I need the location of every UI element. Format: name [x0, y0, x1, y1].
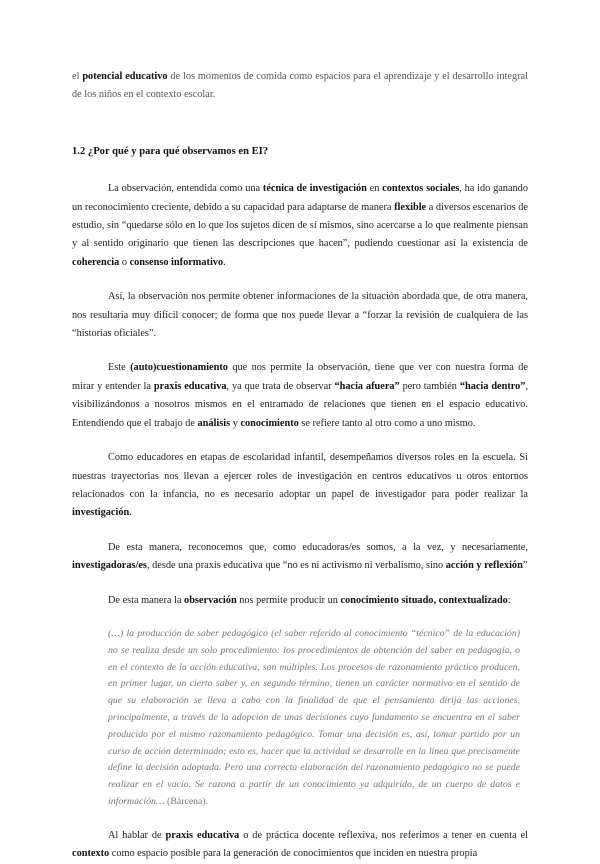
paragraph-official-stories: Así, la observación nos permite obtener informaciones de la situación abordada que, de otra manera, nos resultaría muy difícil conocer; de forma que nos puede llevar a “forzar la revisión de cualquiera de las “historias oficiales”. — [72, 291, 528, 340]
page-content — [72, 68, 528, 864]
paragraph-self-questioning: Este (auto)cuestionamiento que nos permite la observación, tiene que ver con nuestra forma de mirar y entender la praxis educativa, ya que trata de observar “hacia afuera” pero también “hacia dentro”, visibilizándonos a nosotros mismos en el entramado de relaciones que tienen en el espacio educativo. Entendiendo que el trabajo de análisis y conocimiento se refiere tanto al otro como a uno mismo. — [72, 362, 529, 429]
paragraph-educational-praxis: Al hablar de praxis educativa o de práctica docente reflexiva, nos referimos a tener en cuenta el contexto como espacio posible para la generación de conocimientos que inciden en nuestra propia — [72, 829, 528, 860]
block-quote: (…) la producción de saber pedagógico (el saber referido al conocimiento “técnico” de la educación) no se realiza desde un solo procedimiento: los procedimientos de obtención del saber en pedagogía, o en el contexto de la acción educativa, son múltiples. Los procesos de razonamiento práctico producen, en primer lugar, un cierto saber y, en segundo término, tienen un carácter normativo en el sentido de que su elaboración se lleva a cabo con la finalidad de que el pensamiento dirija las acciones, principalmente, a través de la adopción de unas decisiones cuyo fundamento se encuentra en el saber producido por el mismo razonamiento pedagógico. Tomar una decisión es, así, tomar partido por un curso de acción determinado; esto es, hacer que la actividad se desarrolle en la línea que precisamente define la decisión adoptada. Pero una correcta elaboración del razonamiento pedagógico no se puede realizar en el vacío. Se razona a partir de un conocimiento ya adquirido, de un cuerpo de datos e información… (Bárcena). — [108, 627, 520, 807]
paragraph-educators-roles: Como educadores en etapas de escolaridad infantil, desempeñamos diversos roles en la escuela. Si nuestras trayectorias nos llevan a ejercer roles de investigación en centros educativos u otros entornos relacionados con la infancia, no es necesario adoptar un papel de investigador para poder realizar la investigación. — [72, 452, 528, 519]
paragraph-situated-knowledge: De esta manera la observación nos permite producir un conocimiento situado, contextualizado: — [108, 594, 511, 606]
paragraph-continuation: el potencial educativo de los momentos de comida como espacios para el aprendizaje y el desarrollo integral de los niños en el contexto escolar. — [72, 71, 528, 101]
paragraph-observation-technique: La observación, entendida como una técnica de investigación en contextos sociales, ha ido ganando un reconocimiento creciente, debido a su capacidad para adaptarse de manera flexible a diversos escenarios de estudio, sin “quedarse sólo en lo que los sujetos dicen de sí mismos, sino acercarse a lo que realmente piensan y al sentido originario que tienen las descripciones que hacen”, pudiendo cuestionar así la existencia de coherencia o consenso informativo. — [72, 183, 528, 268]
paragraph-researchers: De esta manera, reconocemos que, como educadoras/es somos, a la vez, y necesariamente, investigadoras/es, desde una praxis educativa que “no es ni activismo ni verbalismo, sino acción y reflexión” — [72, 541, 528, 572]
quote-source: (Bárcena). — [164, 795, 209, 807]
section-heading: 1.2 ¿Por qué y para qué observamos en EI? — [72, 145, 269, 157]
